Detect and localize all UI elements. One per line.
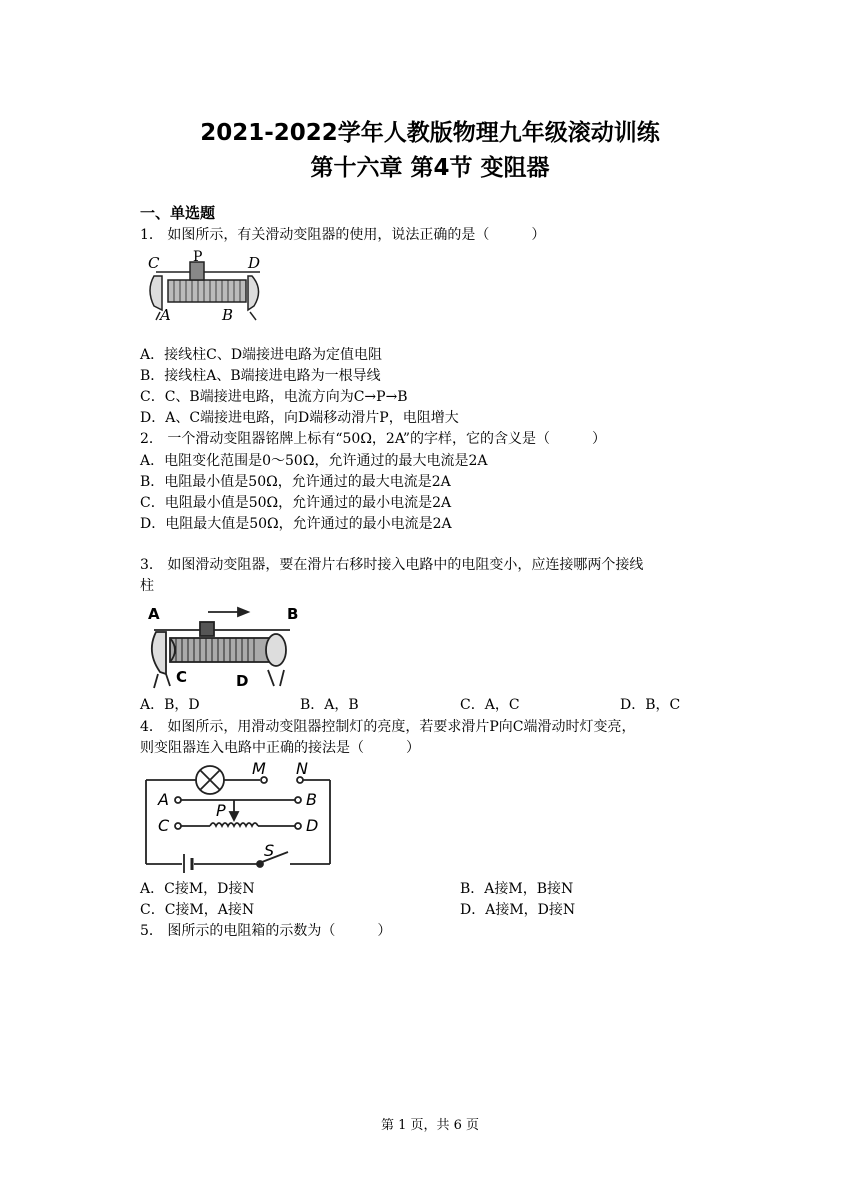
q3-stem-line-1: 3． 如图滑动变阻器，要在滑片右移时接入电路中的电阻变小，应连接哪两个接线 — [140, 557, 644, 573]
q4-label-s: S — [264, 841, 275, 860]
q4-label-m: M — [252, 759, 266, 778]
q4-label-n: N — [296, 759, 308, 778]
q2-option-b: B．电阻最小值是50Ω，允许通过的最大电流是2A — [140, 474, 451, 490]
q4-stem-line-2: 则变阻器连入电路中正确的接法是（ ） — [140, 740, 420, 756]
q2-option-a: A．电阻变化范围是0～50Ω，允许通过的最大电流是2A — [140, 453, 488, 469]
q3-option-b: B．A，B — [300, 697, 359, 713]
q1-option-b: B．接线柱A、B端接进电路为一根导线 — [140, 368, 381, 384]
q3-option-c: C．A，C — [460, 697, 520, 713]
q3-rheostat-figure — [140, 600, 305, 692]
q3-option-a: A．B，D — [140, 697, 200, 713]
q5-stem: 5． 图所示的电阻箱的示数为（ ） — [140, 923, 392, 939]
q4-circuit-figure — [140, 758, 335, 873]
q1-stem: 1． 如图所示，有关滑动变阻器的使用，说法正确的是（ ） — [140, 227, 546, 243]
q4-label-p: P — [216, 801, 226, 820]
q3-label-a: A — [148, 605, 160, 623]
title-line-1: 2021-2022学年人教版物理九年级滚动训练 — [200, 120, 660, 146]
q4-label-b: B — [306, 790, 317, 809]
title-line-2: 第十六章 第4节 变阻器 — [310, 155, 550, 181]
page-footer: 第 1 页，共 6 页 — [380, 1118, 480, 1133]
q1-label-b: B — [222, 306, 234, 324]
q3-stem-line-2: 柱 — [140, 578, 154, 594]
q2-stem: 2． 一个滑动变阻器铭牌上标有“50Ω，2A”的字样，它的含义是（ ） — [140, 431, 607, 447]
q4-option-d: D．A接M，D接N — [460, 902, 576, 918]
q2-option-d: D．电阻最大值是50Ω，允许通过的最小电流是2A — [140, 516, 452, 532]
q3-label-d: D — [236, 672, 249, 690]
q1-label-a: A — [160, 306, 171, 324]
q1-label-c: C — [148, 254, 160, 272]
q1-option-d: D．A、C端接进电路，向D端移动滑片P，电阻增大 — [140, 410, 459, 426]
q4-label-c: C — [158, 816, 170, 835]
q4-option-a: A．C接M，D接N — [140, 881, 255, 897]
q4-label-d: D — [306, 816, 319, 835]
q4-option-c: C．C接M，A接N — [140, 902, 255, 918]
section-heading: 一、单选题 — [140, 204, 216, 222]
q4-stem-line-1: 4． 如图所示，用滑动变阻器控制灯的亮度，若要求滑片P向C端滑动时灯变亮， — [140, 719, 636, 735]
q3-option-d: D．B，C — [620, 697, 681, 713]
q4-label-a: A — [158, 790, 169, 809]
q1-label-p: P — [193, 250, 203, 265]
q1-option-c: C．C、B端接进电路，电流方向为C→P→B — [140, 389, 408, 405]
q3-label-c: C — [176, 668, 188, 686]
q4-option-b: B．A接M，B接N — [460, 881, 574, 897]
q1-option-a: A．接线柱C、D端接进电路为定值电阻 — [140, 347, 383, 363]
q2-option-c: C．电阻最小值是50Ω，允许通过的最小电流是2A — [140, 495, 452, 511]
q1-rheostat-figure — [140, 250, 270, 326]
q1-label-d: D — [248, 254, 261, 272]
q3-label-b: B — [287, 605, 299, 623]
